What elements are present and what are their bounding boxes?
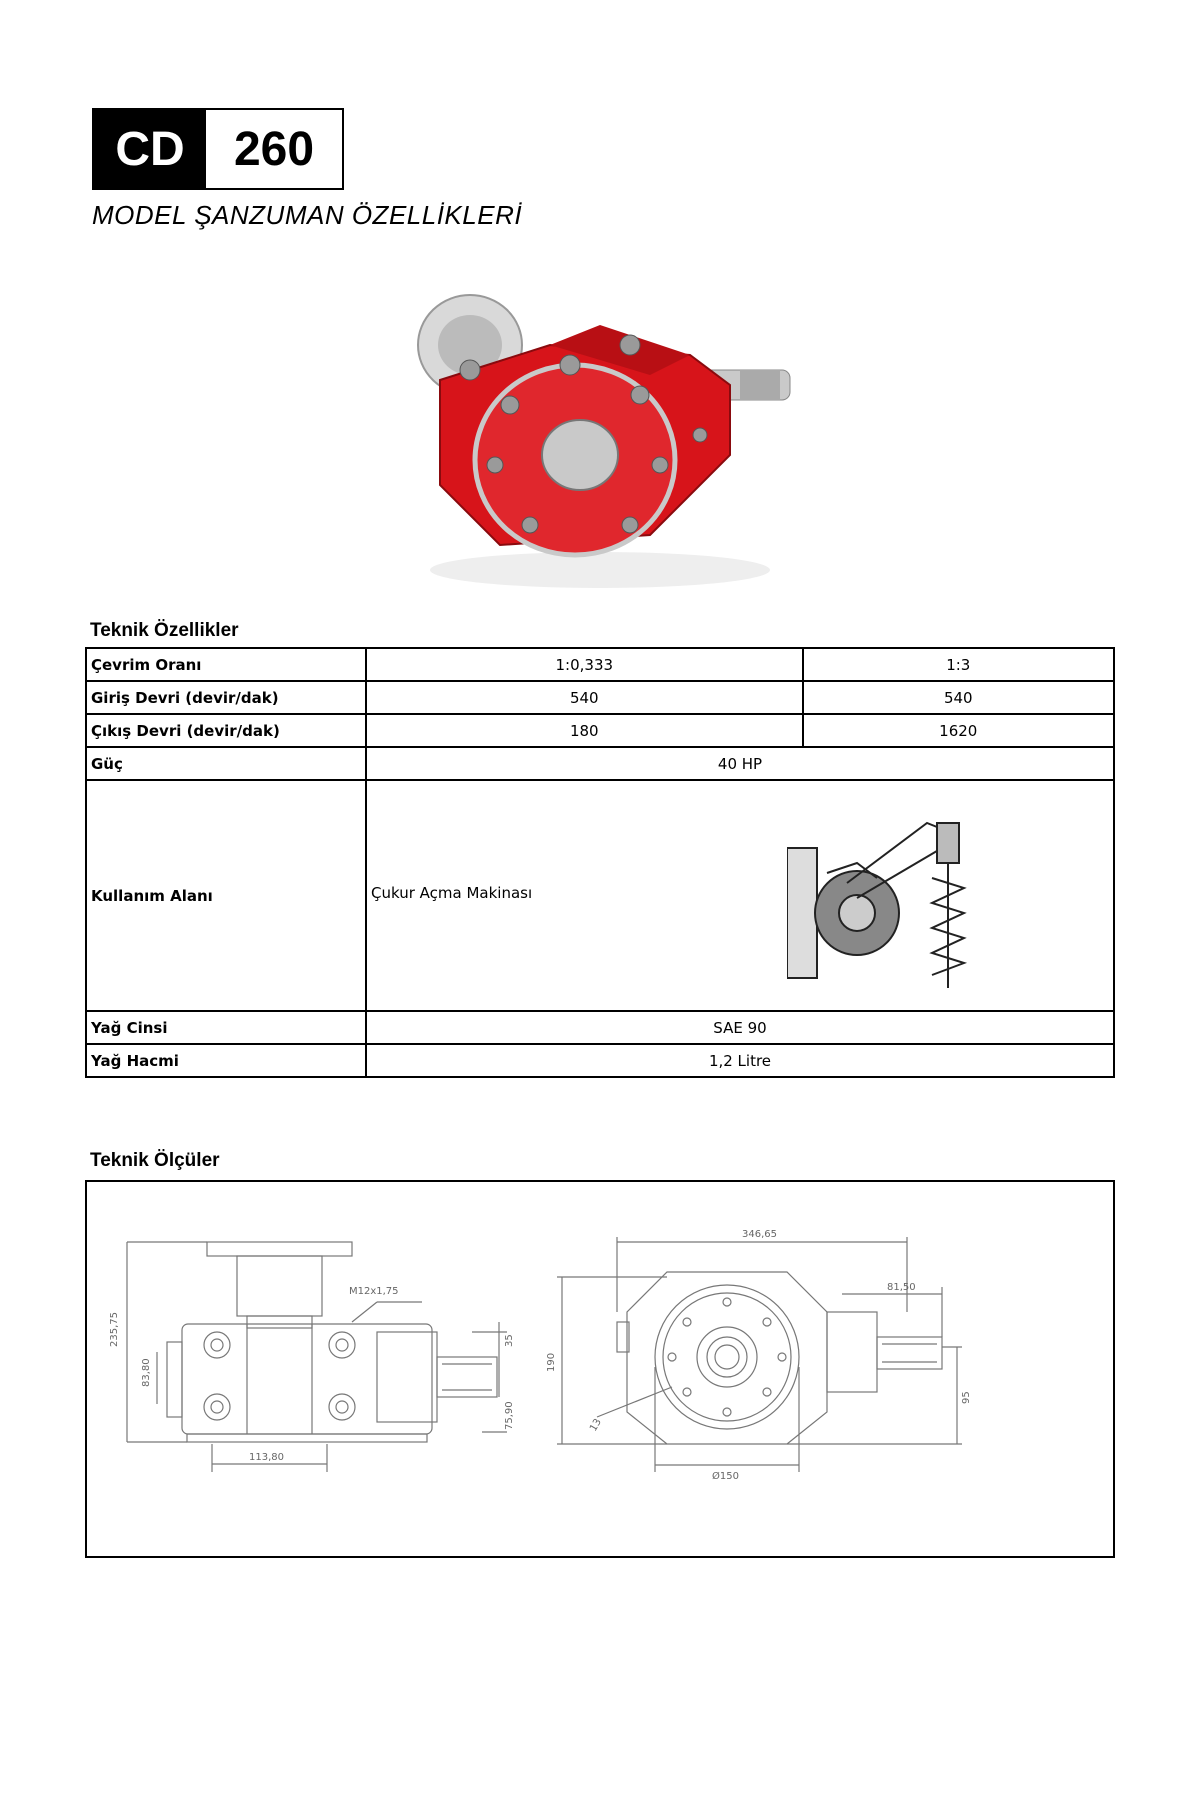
dims-section-title: Teknik Ölçüler [90,1150,220,1171]
table-row [86,747,1114,780]
oil-volume-label: Yağ Hacmi [86,1044,366,1077]
usage-label: Kullanım Alanı [86,780,366,1011]
model-code: CD [94,110,206,188]
usage-cell [366,780,1114,1011]
table-row [86,780,1114,1011]
input-speed-value-1: 540 [366,681,803,714]
output-speed-value-1: 180 [366,714,803,747]
table-row [86,1044,1114,1077]
page-subtitle: MODEL ŞANZUMAN ÖZELLİKLERİ [92,200,523,230]
oil-type-label: Yağ Cinsi [86,1011,366,1044]
dim-height-side: 190 [546,1352,557,1372]
output-speed-value-2: 1620 [803,714,1114,747]
model-number: 260 [233,122,315,176]
dim-height-body: 83,80 [141,1358,152,1387]
spec-section-title: Teknik Özellikler [90,620,239,641]
table-row [86,648,1114,681]
dim-height-total: 235,75 [109,1312,120,1347]
technical-drawing-svg [87,1182,1113,1556]
dim-bottom-width: 113,80 [249,1452,284,1463]
dim-shaft-height: 95 [961,1391,972,1404]
usage-value: Çukur Açma Makinası [371,884,533,902]
dim-width-top: 346,65 [742,1229,777,1240]
table-row [86,681,1114,714]
dim-shaft-len: 81,50 [887,1282,916,1293]
table-row [86,1011,1114,1044]
power-value: 40 HP [366,747,1114,780]
dim-shaft-offset: 75,90 [504,1401,515,1430]
dim-thread: M12x1,75 [349,1286,399,1297]
ratio-value-1: 1:0,333 [366,648,803,681]
oil-volume-value: 1,2 Litre [366,1044,1114,1077]
technical-drawing [85,1180,1115,1558]
spec-table [85,647,1115,1078]
table-row [86,714,1114,747]
model-badge [92,108,344,190]
dim-shaft-dia: 35 [504,1334,515,1347]
ratio-label: Çevrim Oranı [86,648,366,681]
power-label: Güç [86,747,366,780]
ratio-value-2: 1:3 [803,648,1114,681]
oil-type-value: SAE 90 [366,1011,1114,1044]
gearbox-photo [400,285,800,595]
dim-flange-dia: Ø150 [712,1471,739,1482]
input-speed-label: Giriş Devri (devir/dak) [86,681,366,714]
output-speed-label: Çıkış Devri (devir/dak) [86,714,366,747]
auger-machine-illustration [787,803,977,993]
input-speed-value-2: 540 [803,681,1114,714]
dim-hole-dia: 13 [588,1416,604,1434]
